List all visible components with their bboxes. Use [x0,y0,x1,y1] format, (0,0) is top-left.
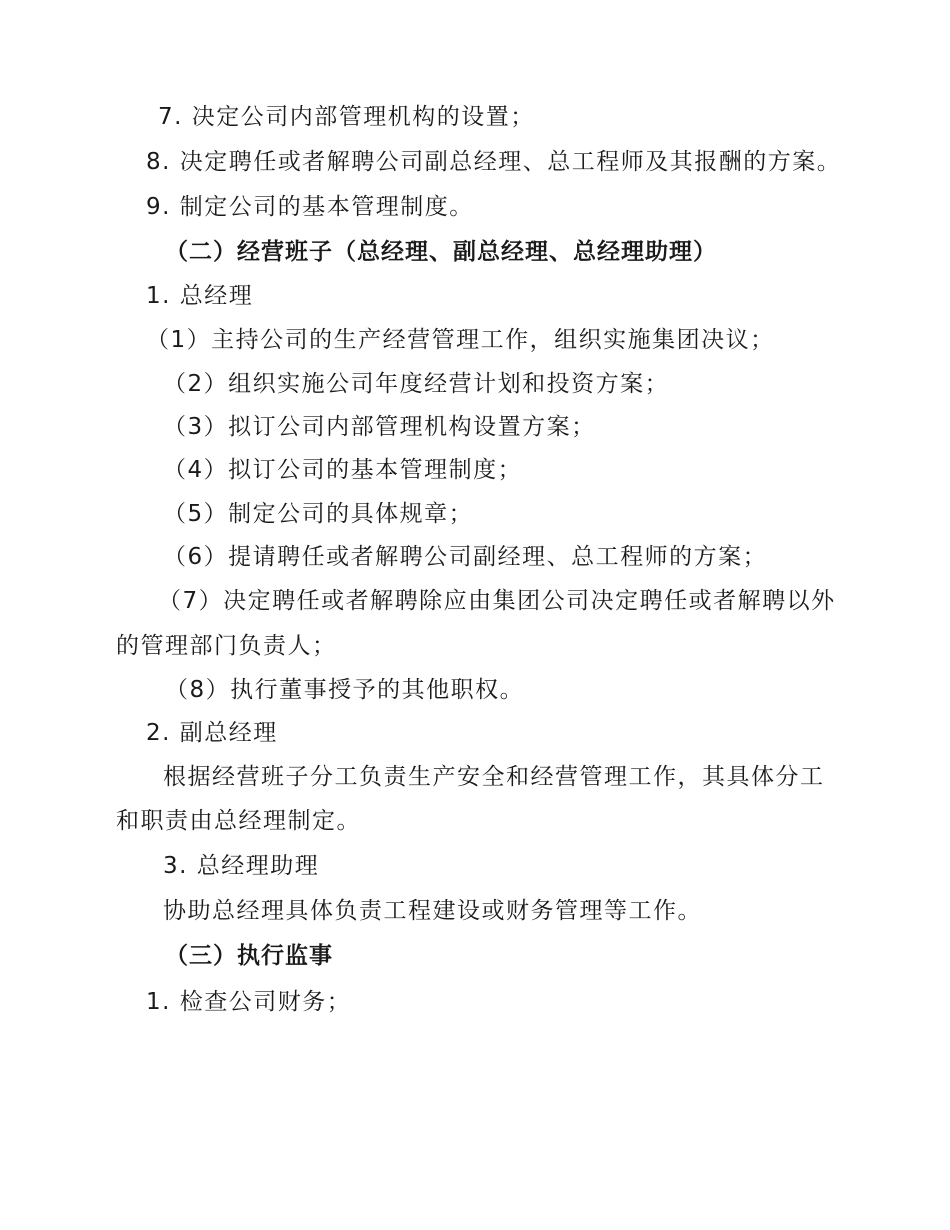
deputy-gm-paragraph: 根据经营班子分工负责生产安全和经营管理工作，其具体分工 [163,764,825,790]
gm-duty-8: （8）执行董事授予的其他职权。 [165,677,525,703]
supervisor-duty-1: 1. 检查公司财务； [146,989,352,1015]
subheading-assistant-general-manager: 3. 总经理助理 [163,853,320,879]
gm-duty-7-continued: 的管理部门负责人； [116,633,337,659]
subheading-general-manager: 1. 总经理 [146,283,254,309]
section-heading-executive-supervisor: （三）执行监事 [165,943,333,969]
gm-duty-7: （7）决定聘任或者解聘除应由集团公司决定聘任或者解聘以外 [158,588,836,614]
gm-duty-5: （5）制定公司的具体规章； [163,501,474,527]
deputy-gm-paragraph-continued: 和职责由总经理制定。 [116,808,361,834]
assistant-gm-paragraph: 协助总经理具体负责工程建设或财务管理等工作。 [163,898,702,924]
item-7-line: 7. 决定公司内部管理机构的设置； [158,104,535,130]
gm-duty-6: （6）提请聘任或者解聘公司副经理、总工程师的方案； [163,544,768,570]
section-heading-management-team: （二）经营班子（总经理、副总经理、总经理助理） [165,239,717,265]
item-8-line: 8. 决定聘任或者解聘公司副总经理、总工程师及其报酬的方案。 [146,149,842,175]
gm-duty-4: （4）拟订公司的基本管理制度； [163,457,523,483]
gm-duty-2: （2）组织实施公司年度经营计划和投资方案； [163,371,670,397]
gm-duty-3: （3）拟订公司内部管理机构设置方案； [163,414,596,440]
item-9-line: 9. 制定公司的基本管理制度。 [146,194,474,220]
gm-duty-1: （1）主持公司的生产经营管理工作，组织实施集团决议； [146,327,775,353]
subheading-deputy-general-manager: 2. 副总经理 [146,720,278,746]
